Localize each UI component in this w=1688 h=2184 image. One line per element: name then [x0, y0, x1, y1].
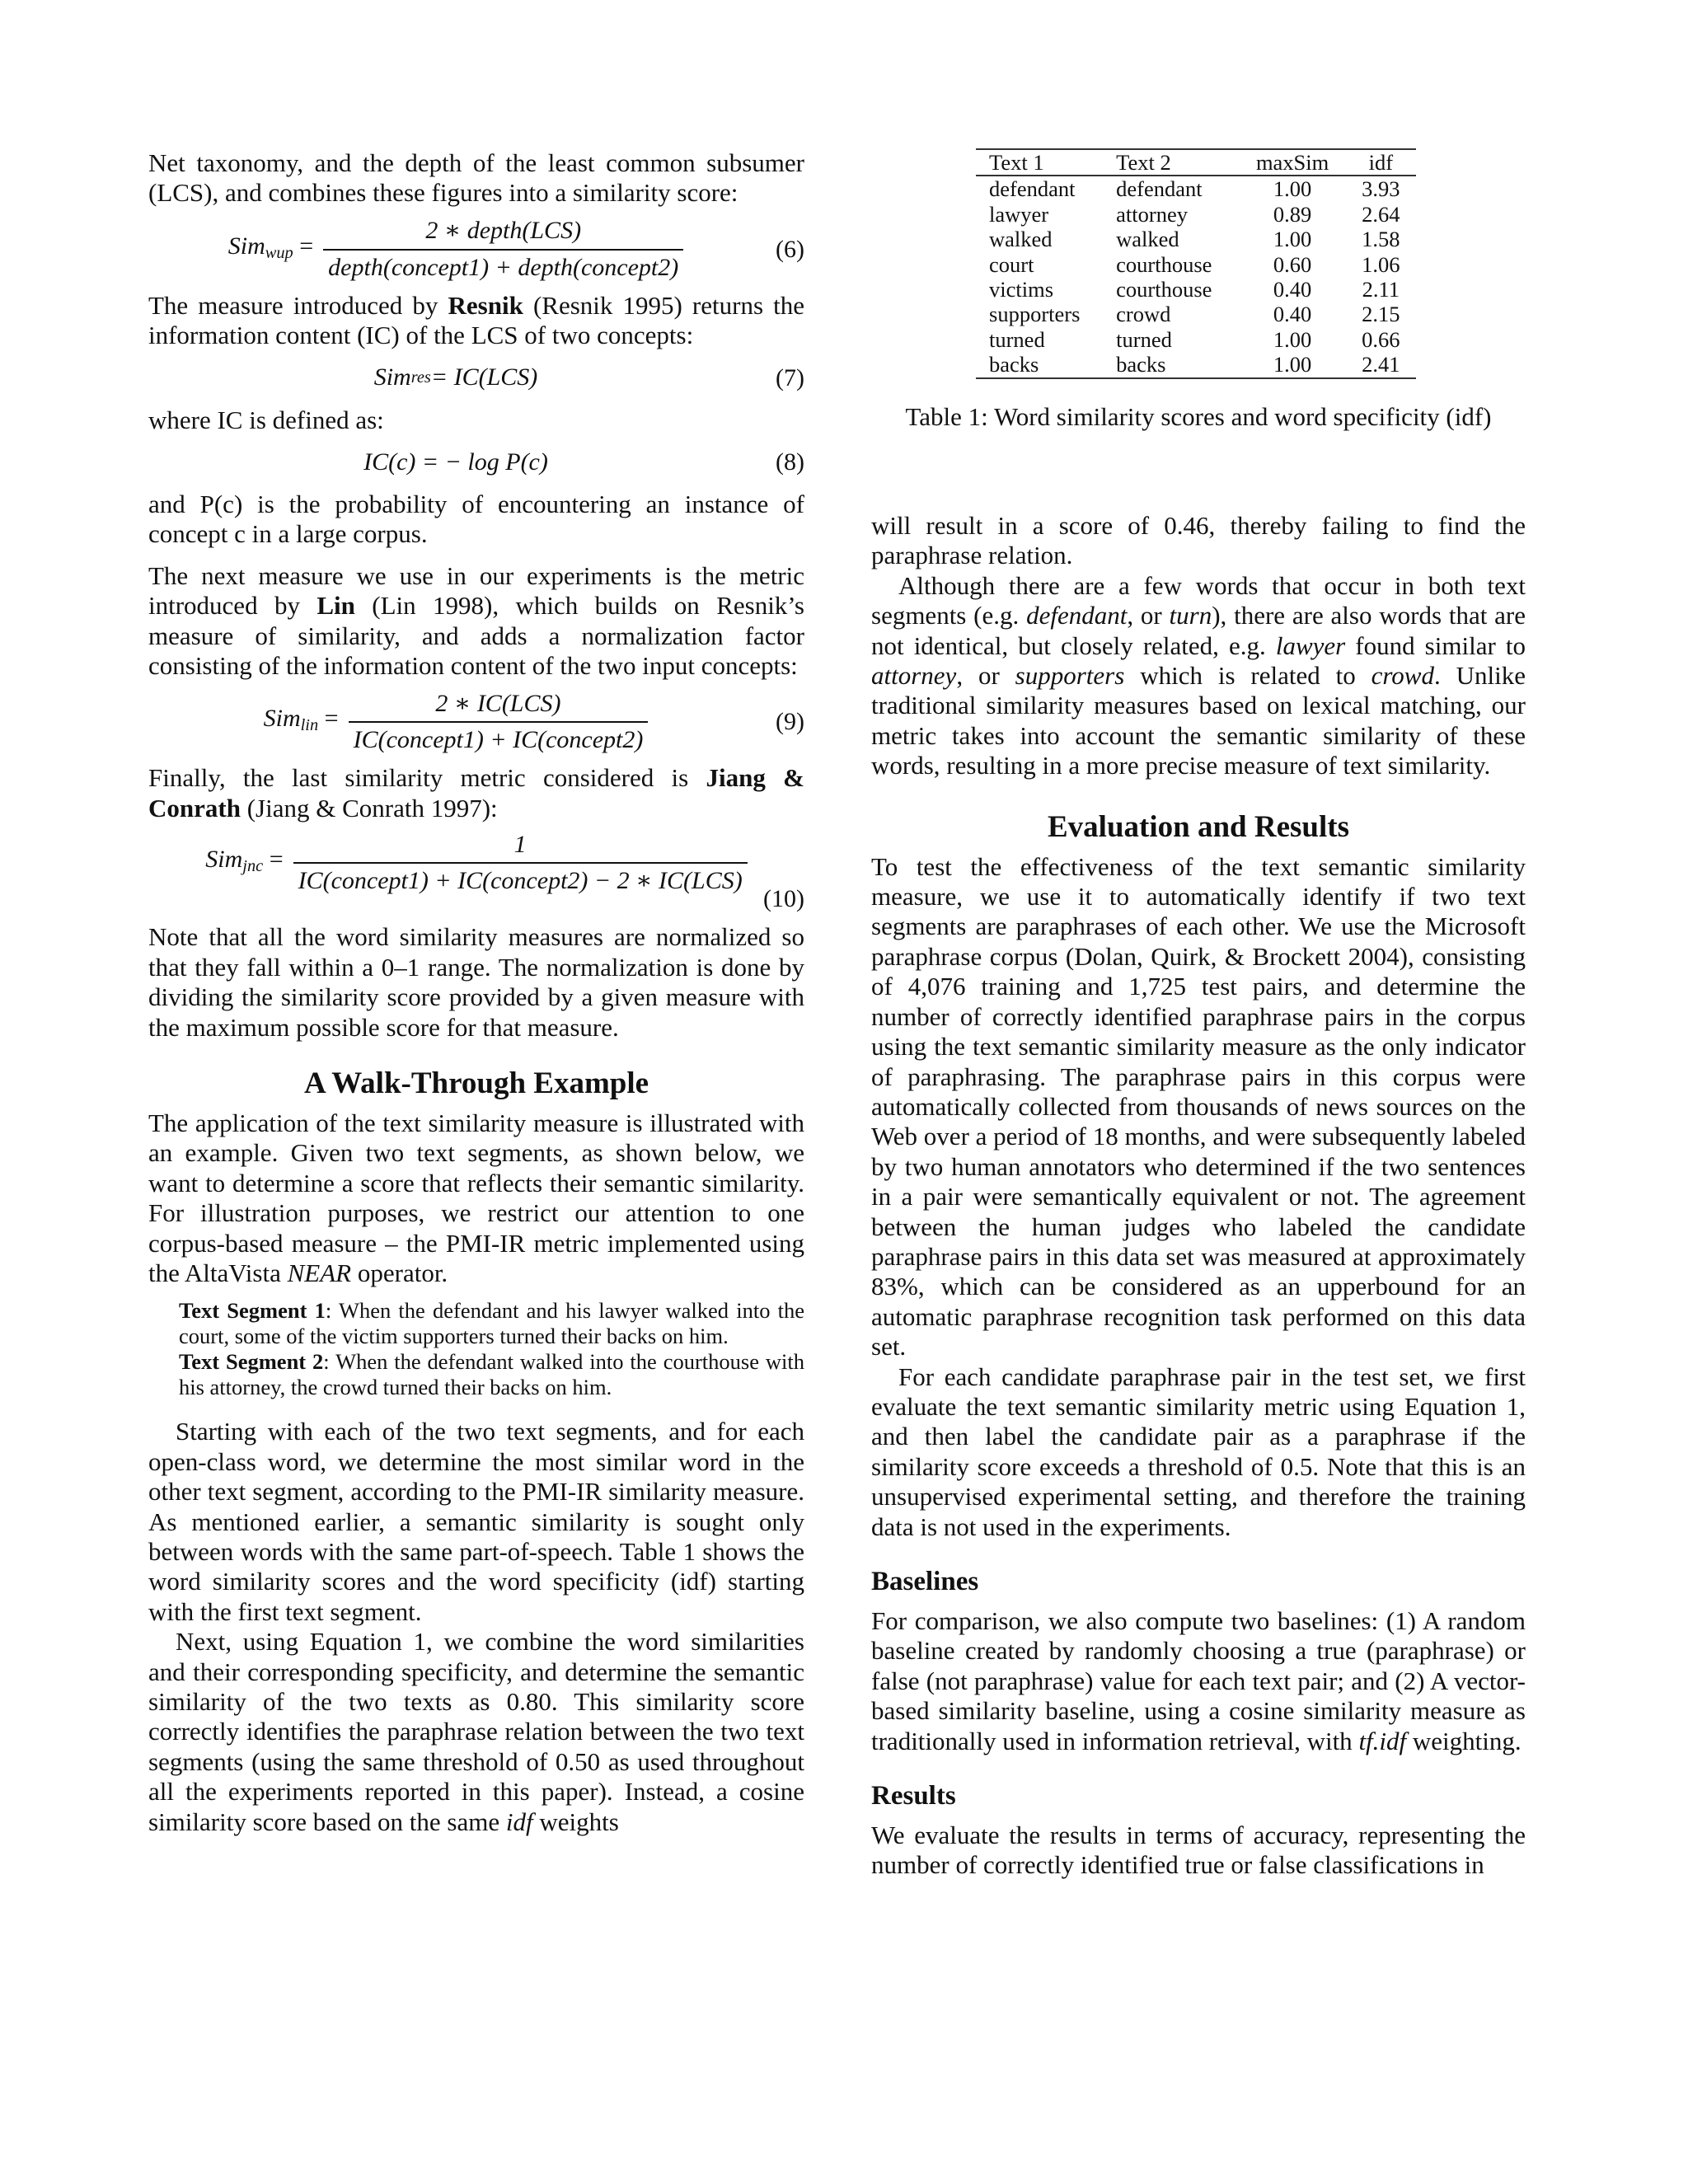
table-header-idf: idf [1346, 149, 1416, 176]
table-header-row [976, 149, 1416, 176]
eq6-label: (6) [776, 235, 804, 263]
table-row [976, 352, 1416, 377]
table-cell: 1.00 [1273, 227, 1312, 252]
baselines-heading: Baselines [871, 1567, 979, 1596]
eq6-numerator: 2 ∗ depth(LCS) [425, 217, 582, 245]
equation-7: Sim res = IC(LCS) (7) [148, 359, 804, 397]
eq6-lhs: Sim$_{wup}$ = [227, 232, 314, 262]
eq9-lhs: Sim$_{lin}$ = [263, 705, 339, 735]
table-cell: 3.93 [1362, 176, 1400, 202]
next-paragraph: Next, using Equation 1, we combine the word similarities and their corresponding specificity, and determine the semantic similarity of the two texts as 0.80. This similarity score correctly identifies the paraphrase relation between the two text segments (using the same threshold of 0.50 as used throughout all the experiments reported in this paper). Instead, a cosine similarity score based on the same idf weights [148, 1627, 804, 1836]
eq8-label: (8) [776, 448, 804, 476]
table-row [976, 176, 1416, 201]
results-heading: Results [871, 1781, 956, 1811]
table-cell: turned [1116, 326, 1172, 352]
table-cell: lawyer [989, 201, 1049, 227]
table-header-text2: Text 2 [1116, 149, 1239, 176]
starting-paragraph: Starting with each of the two text segments, and for each open-class word, we determine the most similar word in the other text segment, according to the PMI-IR similarity measure. As mentioned earlier, a semantic similarity is sought only between words with the same part-of-speech. Table 1 shows the word similarity scores and the word specificity (idf) starting with the first text segment. [148, 1417, 804, 1626]
table-cell: 1.58 [1362, 227, 1400, 252]
table-row [976, 252, 1416, 277]
table-cell: 1.00 [1240, 352, 1346, 377]
table-cell: 0.40 [1273, 302, 1312, 327]
table-cell: 0.89 [1273, 201, 1312, 227]
table-header-maxsim: maxSim [1240, 149, 1346, 176]
table-cell: 2.41 [1346, 352, 1416, 377]
lin-paragraph: The next measure we use in our experiments is the metric introduced by Lin (Lin 1998), which builds on Resnik’s measure of similarity, and adds a normalization factor consisting of the information content of the two input concepts: [148, 560, 804, 681]
table-row [976, 277, 1416, 302]
table-header-text1: Text 1 [976, 149, 1116, 176]
equation-8: IC(c) = − log P(c) (8) [148, 443, 804, 481]
for-each-paragraph: For each candidate paraphrase pair in the test set, we first evaluate the text semantic similarity metric using Equation 1, and then label the candidate pair as a paraphrase if the similarity score exceeds a threshold of 0.5. Note that this is an unsupervised experimental setting, and therefore the training data is not used in the experiments. [871, 1361, 1526, 1541]
table-cell: 0.40 [1273, 277, 1312, 302]
table-cell: walked [989, 227, 1053, 252]
table-1 [976, 148, 1416, 379]
table-cell: court [989, 251, 1034, 277]
eq10-numerator: 1 [513, 830, 527, 858]
table-cell: turned [989, 326, 1045, 352]
text-segment-1: Text Segment 1: When the defendant and his lawyer walked into the court, some of the victim supporters turned their backs on him. [179, 1298, 805, 1349]
table-cell: backs [976, 352, 1116, 377]
jiang-conrath-paragraph: Finally, the last similarity metric considered is Jiang & Conrath (Jiang & Conrath 1997): [148, 763, 804, 823]
eq10-lhs: Sim$_{jnc}$ = [205, 846, 284, 876]
although-paragraph: Although there are a few words that occur in both text segments (e.g. defendant, or turn), there are also words that are not identical, but closely related, e.g. lawyer found similar to attorney, or supporters which is related to crowd. Unlike traditional similarity measures based on lexical matching, our metric takes into account the semantic similarity of these words, resulting in a more precise measure of text similarity. [871, 570, 1526, 780]
left-column [148, 148, 804, 1837]
equation-9 [148, 689, 804, 755]
table-row [976, 327, 1416, 352]
eq10-fraction [293, 830, 748, 897]
table-cell: 0.66 [1362, 326, 1400, 352]
walkthrough-paragraph: The application of the text similarity measure is illustrated with an example. Given two text segments, as shown below, we want to determine a score that reflects their semantic similarity. For illustration purposes, we restrict our attention to one corpus-based measure – the PMI-IR metric implemented using the AltaVista NEAR operator. [148, 1108, 804, 1287]
table-row [976, 302, 1416, 326]
where-ic-paragraph: where IC is defined as: [148, 405, 384, 434]
table-cell: 2.15 [1362, 302, 1400, 327]
table-cell: defendant [989, 176, 1076, 202]
table-cell: 1.00 [1273, 176, 1312, 202]
table-cell: supporters [989, 302, 1081, 327]
table-cell: courthouse [1116, 251, 1212, 277]
eq6-fraction [323, 216, 683, 283]
eq10-label: (10) [763, 884, 804, 912]
equation-10 [148, 832, 804, 914]
table-cell: backs [1116, 352, 1239, 377]
resnik-paragraph: The measure introduced by Resnik (Resnik 1995) returns the information content (IC) of the LCS of two concepts: [148, 290, 805, 350]
table-cell: 2.64 [1362, 201, 1400, 227]
right-column [871, 511, 1526, 1881]
probability-paragraph: and P(c) is the probability of encountering an instance of concept c in a large corpus. [148, 490, 804, 549]
text-segment-2: Text Segment 2: When the defendant walked into the courthouse with his attorney, the crowd turned their backs on him. [179, 1349, 804, 1400]
normalization-note-paragraph: Note that all the word similarity measures are normalized so that they fall within a 0–1 range. The normalization is done by dividing the similarity score provided by a given measure with the maximum possible score for that measure. [148, 922, 804, 1042]
baselines-paragraph: For comparison, we also compute two baselines: (1) A random baseline created by randomly choosing a true (paraphrase) or false (not paraphrase) value for each text pair; and (2) A vector-based similarity baseline, using a cosine similarity measure as traditionally used in information retrieval, with tf.idf weighting. [871, 1606, 1526, 1755]
table-cell: crowd [1116, 302, 1171, 327]
table-cell: 1.06 [1362, 251, 1400, 277]
evaluation-heading: Evaluation and Results [1048, 809, 1349, 844]
eq6-denominator: depth(concept1) + depth(concept2) [323, 249, 683, 283]
table-cell: 1.00 [1273, 326, 1312, 352]
table-cell: defendant [1116, 176, 1203, 202]
table-cell: 2.11 [1362, 277, 1400, 302]
walkthrough-heading: A Walk-Through Example [303, 1066, 649, 1100]
results-paragraph: We evaluate the results in terms of accuracy, representing the number of correctly identified true or false classifications in [871, 1821, 1526, 1880]
table-cell: 0.60 [1273, 251, 1312, 277]
eq7-label: (7) [776, 363, 804, 391]
table-cell: courthouse [1116, 277, 1212, 302]
word-similarity-table [976, 148, 1416, 379]
eq9-fraction [349, 689, 649, 756]
table-cell: attorney [1116, 201, 1188, 227]
continuation-paragraph: will result in a score of 0.46, thereby failing to find the paraphrase relation. [871, 511, 1526, 570]
eq9-numerator: 2 ∗ IC(LCS) [435, 690, 561, 718]
table-row [976, 202, 1416, 227]
eq9-label: (9) [776, 708, 804, 736]
eq9-denominator: IC(concept1) + IC(concept2) [349, 721, 649, 755]
evaluation-paragraph: To test the effectiveness of the text semantic similarity measure, we use it to automatically identify if two text segments are paraphrases of each other. We use the Microsoft paraphrase corpus (Dolan, Quirk, & Brockett 2004), consisting of 4,076 training and 1,725 test pairs, and determine the number of correctly identified paraphrase pairs in the corpus using the text semantic similarity measure as the only indicator of paraphrasing. The paraphrase pairs in this corpus were automatically collected from thousands of news sources on the Web over a period of 18 months, and were subsequently labeled by two human annotators who determined if the two sentences in a pair were semantically equivalent or not. The agreement between the human judges who labeled the candidate paraphrase pairs in this data set was measured at approximately 83%, which can be considered as an upperbound for an automatic paraphrase recognition task performed on this data set. [871, 851, 1526, 1361]
table-row [976, 227, 1416, 251]
equation-6 [148, 217, 804, 283]
table-cell: walked [1116, 227, 1179, 252]
eq10-denominator: IC(concept1) + IC(concept2) − 2 ∗ IC(LCS) [293, 862, 748, 896]
text-segments-block [179, 1298, 804, 1400]
table-1-caption: Table 1: Word similarity scores and word specificity (idf) [905, 402, 1492, 431]
intro-paragraph: Net taxonomy, and the depth of the least common subsumer (LCS), and combines these figures into a similarity score: [148, 148, 804, 208]
table-cell: victims [989, 277, 1054, 302]
